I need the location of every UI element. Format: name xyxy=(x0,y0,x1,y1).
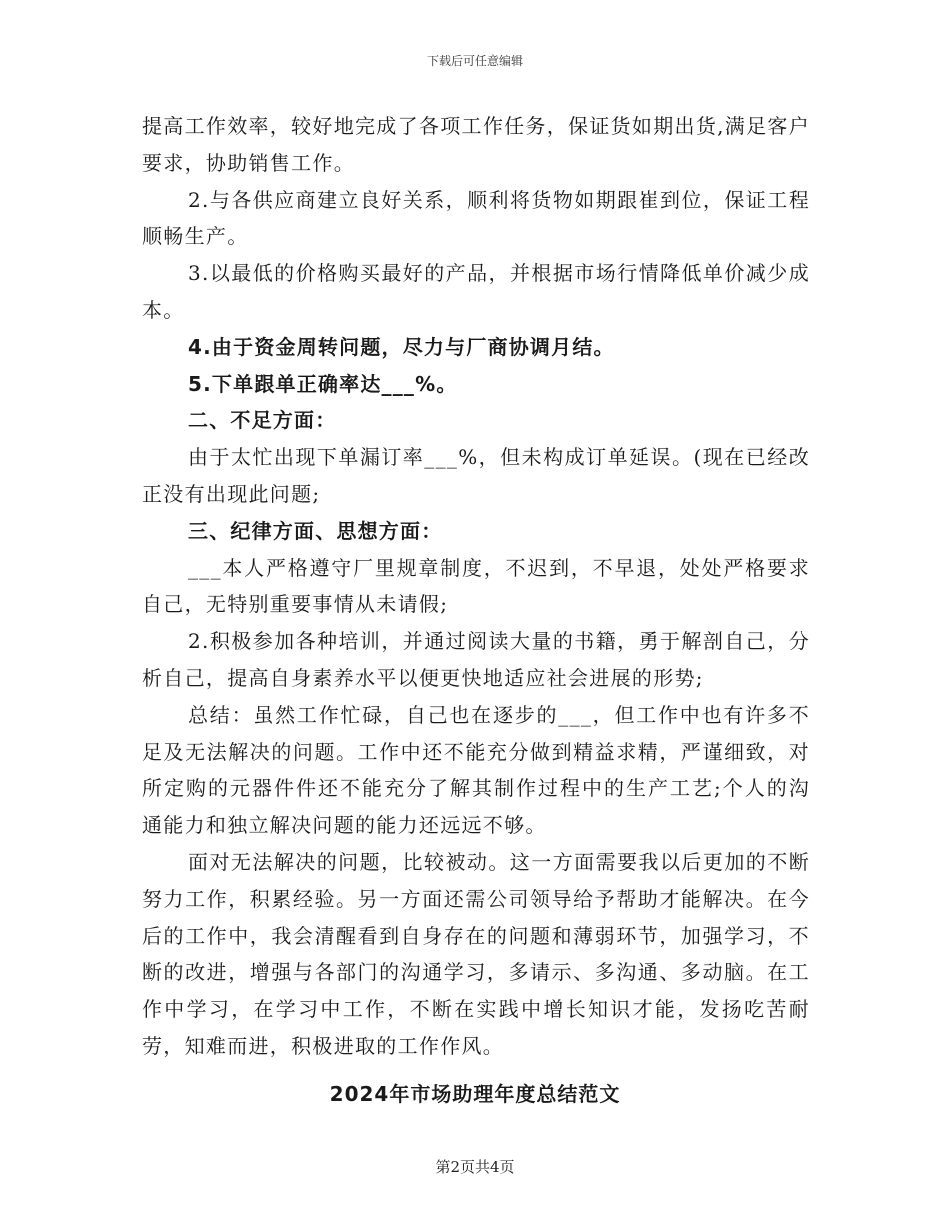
paragraph-3: 3.以最低的价格购买最好的产品，并根据市场行情降低单价减少成本。 xyxy=(142,261,810,322)
paragraph-1: 提高工作效率，较好地完成了各项工作任务，保证货如期出货,满足客户要求，协助销售工作。 xyxy=(142,114,810,175)
page-footer: 第2页共4页 xyxy=(435,1158,515,1176)
paragraph-2: 2.与各供应商建立良好关系，顺利将货物如期跟崔到位，保证工程顺畅生产。 xyxy=(142,187,810,249)
paragraph-10: 2.积极参加各种培训，并通过阅读大量的书籍，勇于解剖自己，分析自己，提高自身素养水平以便更快地适应社会进展的形势; xyxy=(142,629,810,690)
document-title: 2024年市场助理年度总结范文 xyxy=(329,1082,621,1106)
section-heading-shortcomings: 二、不足方面： xyxy=(188,408,337,433)
paragraph-7: 由于太忙出现下单漏订率___%，但未构成订单延误。(现在已经改正没有出现此问题; xyxy=(142,445,810,506)
document-body xyxy=(142,108,810,1065)
section-heading-discipline: 三、纪律方面、思想方面： xyxy=(188,518,443,543)
paragraph-9: ___本人严格遵守厂里规章制度，不迟到，不早退，处处严格要求自己，无特别重要事情从未请假; xyxy=(142,555,810,617)
paragraph-4: 4.由于资金周转问题，尽力与厂商协调月结。 xyxy=(188,334,615,359)
paragraph-summary: 总结：虽然工作忙碌，自己也在逐步的___，但工作中也有许多不足及无法解决的问题。工作中还不能充分做到精益求精，严谨细致，对所定购的元器件件还不能充分了解其制作过程中的生产工艺;个人的沟通能力和独立解决问题的能力还远远不够。 xyxy=(142,702,810,838)
paragraph-12: 面对无法解决的问题，比较被动。这一方面需要我以后更加的不断努力工作，积累经验。另一方面还需公司领导给予帮助才能解决。在今后的工作中，我会清醒看到自身存在的问题和薄弱环节，加强学习，不断的改进，增强与各部门的沟通学习，多请示、多沟通、多动脑。在工作中学习，在学习中工作，不断在实践中增长知识才能，发扬吃苦耐劳，知难而进，积极进取的工作作风。 xyxy=(142,849,810,1058)
paragraph-5: 5.下单跟单正确率达___%。 xyxy=(188,371,458,396)
page-header: 下载后可任意编辑 xyxy=(426,54,523,68)
